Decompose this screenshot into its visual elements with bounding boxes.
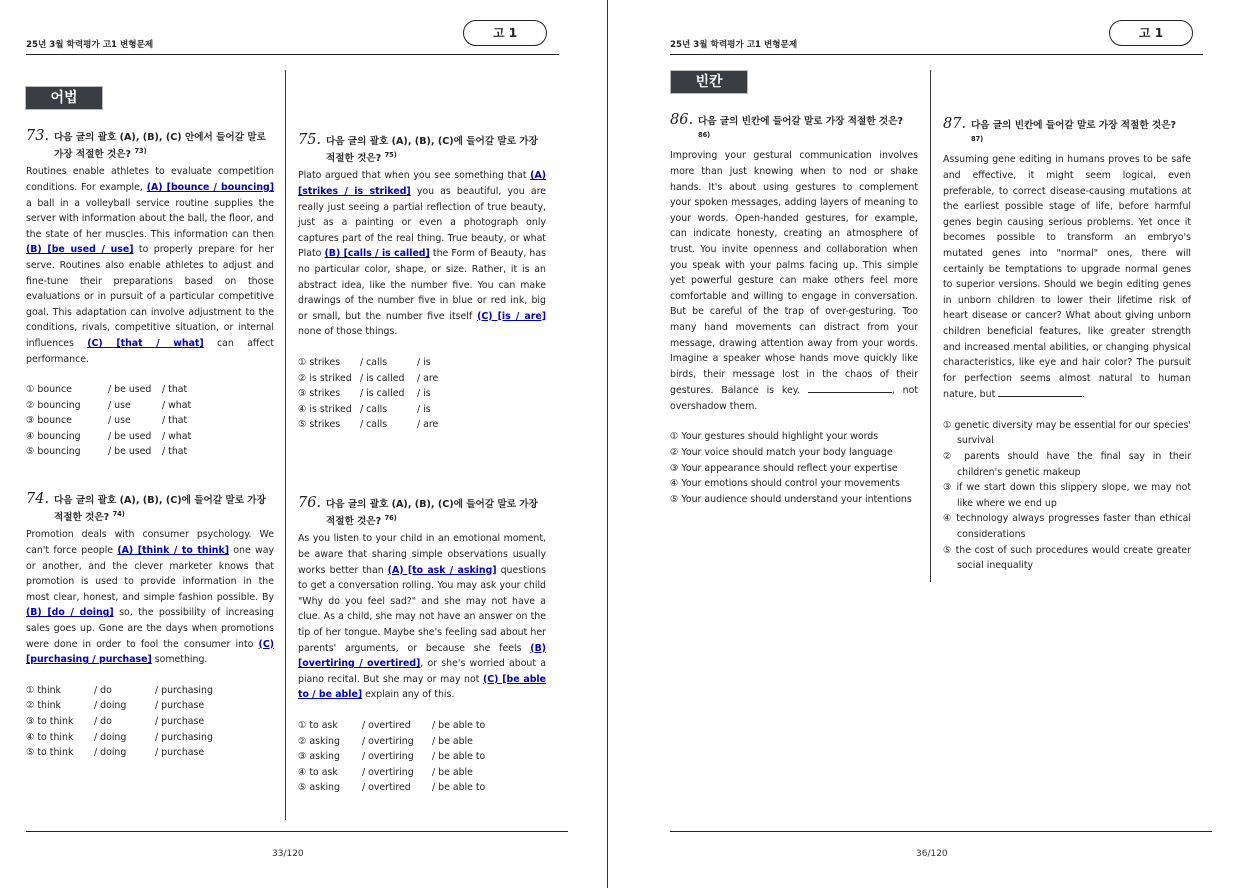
passage: As you listen to your child in an emotional moment, be aware that sharing simple observations usually works better than (A) [to ask / asking] questions to get a conversation rolling. You may ask your child "Why do you feel sad?" and she may not have a clue. As a child, she may not have an answer on the tip of her tongue. Maybe she's feeling sad about her parents' arguments, or because she feels (B) [overtiring / overtired], or she's worried about a piano recital. But she may or may not (C) [be able to / be able] explain any of this. (298, 533, 546, 701)
answer-choice[interactable]: ③ strikes / is called / is (298, 388, 431, 400)
question-number: 73. (26, 128, 50, 144)
question-number: 86. (670, 112, 694, 128)
choice-blank-b[interactable]: (B) [calls / is called] (324, 248, 430, 260)
question-76 (298, 495, 546, 796)
answer-choice[interactable]: ③ to think / do / purchase (26, 715, 205, 727)
page-header: 25년 3월 학력평가 고1 변형문제 (670, 40, 798, 50)
choice-blank-c[interactable]: (C) [purchasing / purchase] (26, 638, 274, 666)
answer-choice[interactable]: ① Your gestures should highlight your words (670, 431, 879, 443)
choice-blank-c[interactable]: (C) [is / are] (477, 310, 546, 322)
answer-choice[interactable]: ② parents should have the final say in their children's genetic makeup (943, 451, 1191, 478)
column-divider (930, 70, 931, 582)
right-page (614, 0, 1226, 888)
answer-choice[interactable]: ② bouncing / use / what (26, 399, 192, 411)
answer-choice[interactable]: ⑤ asking / overtired / be able to (298, 782, 486, 794)
answer-blank (808, 382, 892, 393)
question-title: 다음 글의 괄호 (A), (B), (C)에 들어갈 말로 가장 적절한 것은? (326, 499, 538, 527)
question-number: 75. (298, 132, 322, 148)
header-rule (670, 54, 1203, 55)
answer-choice[interactable]: ② is striked / is called / are (298, 372, 439, 384)
footnote-ref: 86) (698, 130, 711, 139)
question-87 (943, 116, 1191, 574)
question-86 (670, 112, 918, 507)
answer-choice[interactable]: ① strikes / calls / is (298, 356, 431, 368)
question-number: 87. (943, 116, 967, 132)
answer-choices (26, 683, 274, 761)
answer-choice[interactable]: ④ bouncing / be used / what (26, 430, 192, 442)
answer-choice[interactable]: ① bounce / be used / that (26, 384, 188, 396)
answer-choices (943, 418, 1191, 574)
answer-choice[interactable]: ③ bounce / use / that (26, 415, 188, 427)
footnote-ref: 74) (112, 509, 125, 518)
choice-blank-a[interactable]: (A) [bounce / bouncing] (146, 181, 274, 193)
footer-rule (670, 831, 1212, 832)
answer-choice[interactable]: ① genetic diversity may be essential for our species' survival (943, 419, 1191, 447)
answer-choice[interactable]: ⑤ Your audience should understand your intentions (670, 493, 912, 505)
answer-choice[interactable]: ② think / doing / purchase (26, 700, 205, 712)
answer-choice[interactable]: ④ to ask / overtiring / be able (298, 766, 473, 778)
question-title: 다음 글의 빈칸에 들어갈 말로 가장 적절한 것은? (698, 116, 904, 127)
question-title: 다음 글의 빈칸에 들어갈 말로 가장 적절한 것은? (971, 120, 1177, 131)
question-heading (670, 112, 918, 145)
question-73 (26, 128, 274, 460)
answer-choice[interactable]: ① to ask / overtired / be able to (298, 719, 486, 731)
left-page (0, 0, 612, 888)
question-title: 다음 글의 괄호 (A), (B), (C)에 들어갈 말로 가장 적절한 것은? (326, 136, 538, 164)
answer-choice[interactable]: ③ asking / overtiring / be able to (298, 751, 486, 763)
choice-blank-a[interactable]: (A) [strikes / is striked] (298, 170, 546, 197)
answer-choice[interactable]: ③ if we start down this slippery slope, we may not like where we end up (943, 482, 1191, 509)
passage: Routines enable athletes to evaluate competition conditions. For example, (A) [bounce / bouncing] a ball in a volleyball service routine supplies the server with information about the ball, the floor, and the state of her muscles. This information can then (B) [be used / use] to properly prepare for her serve. Routines also enable athletes to adjust and fine-tune their preparations based on those evaluations or in pursuit of a particular competitive goal. This adaptation can involve adjustment to the conditions, rivals, competitive situation, or internal influences (C) [that / what] can affect performance. (26, 166, 274, 365)
answer-choice[interactable]: ④ technology always progresses faster than ethical considerations (943, 513, 1191, 541)
footnote-ref: 76) (384, 513, 397, 522)
question-heading (26, 128, 274, 161)
answer-choice[interactable]: ④ is striked / calls / is (298, 403, 431, 415)
section-badge: 어법 (25, 86, 103, 110)
answer-choices (298, 718, 546, 796)
choice-blank-c[interactable]: (C) [be able to / be able] (298, 673, 546, 701)
page-spine (607, 0, 608, 888)
answer-choice[interactable]: ④ to think / doing / purchasing (26, 731, 213, 743)
question-heading (943, 116, 1191, 149)
answer-choice[interactable]: ① think / do / purchasing (26, 684, 213, 696)
question-74 (26, 491, 274, 761)
question-number: 74. (26, 491, 50, 507)
answer-choice[interactable]: ③ Your appearance should reflect your expertise (670, 462, 898, 474)
question-heading (298, 132, 546, 165)
question-heading (298, 495, 546, 528)
question-number: 76. (298, 495, 322, 511)
page-header: 25년 3월 학력평가 고1 변형문제 (26, 40, 154, 50)
question-heading (26, 491, 274, 524)
question-75 (298, 132, 546, 433)
grade-badge: 고 1 (463, 20, 547, 46)
answer-choices (26, 382, 274, 460)
footnote-ref: 75) (384, 150, 397, 159)
passage: Assuming gene editing in humans proves to be safe and effective, it might seem logical, even preferable, to correct disease-causing mutations at the earliest possible stage of life, before harmful genes begin causing serious problems. Yet once it becomes possible to transform an embryo's mutated genes into "normal" ones, there will certainly be temptations to upgrade normal genes to superior versions. Should we begin editing genes in unborn children to lower their lifetime risk of heart disease or cancer? What about giving unborn children beneficial features, like greater strength and increased mental abilities, or changing physical characteristics, like eye and hair color? The pursuit for perfection seems almost natural to human nature, but . (943, 154, 1191, 401)
answer-choices (670, 429, 918, 507)
answer-choice[interactable]: ④ Your emotions should control your movements (670, 478, 900, 490)
header-rule (26, 54, 559, 55)
choice-blank-a[interactable]: (A) [think / to think] (117, 544, 229, 556)
passage: Plato argued that when you see something that (A) [strikes / is striked] you as beautiful, you are really just seeing a partial reflection of true beauty, just as a painting or even a photograph only captures part of the real thing. True beauty, or what Plato (B) [calls / is called] the Form of Beauty, has no particular color, shape, or size. Rather, it is an abstract idea, like the number five. You can make drawings of the number five in blue or red ink, big or small, but the number five itself (C) [is / are] none of those things. (298, 170, 546, 338)
footer-rule (26, 831, 568, 832)
answer-choices (298, 355, 546, 433)
passage: Promotion deals with consumer psychology. We can't force people (A) [think / to think] one way or another, and the clever marketer knows that promotion is used to provide information in the most clear, honest, and simple fashion possible. By (B) [do / doing] so, the possibility of increasing sales goes up. Gone are the days when promotions were done in order to fool the consumer into (C) [purchasing / purchase] something. (26, 529, 274, 666)
passage: Improving your gestural communication involves more than just knowing when to nod or shake hands. It's about using gestures to complement your spoken messages, adding layers of meaning to your words. Open-handed gestures, for example, can indicate honesty, creating an atmosphere of trust. You invite openness and collaboration when you speak with your palms facing up. This simple yet powerful gesture can make others feel more comfortable and willing to engage in conversation. But be careful of the trap of over-gesturing. Too many hand movements can distract from your message, drawing attention away from your words. Imagine a speaker whose hands move quickly like birds, their message lost in the chaos of their gestures. Balance is key. , not overshadow them. (670, 150, 918, 412)
choice-blank-c[interactable]: (C) [that / what] (87, 337, 204, 349)
grade-badge: 고 1 (1109, 20, 1193, 46)
answer-choice[interactable]: ⑤ the cost of such procedures would create greater social inequality (943, 544, 1191, 572)
answer-choice[interactable]: ② Your voice should match your body language (670, 447, 893, 459)
choice-blank-a[interactable]: (A) [to ask / asking] (387, 564, 497, 576)
answer-choice[interactable]: ⑤ bouncing / be used / that (26, 446, 188, 458)
column-divider (285, 70, 286, 820)
choice-blank-b[interactable]: (B) [overtiring / overtired] (298, 642, 546, 670)
answer-blank (998, 386, 1082, 397)
question-title: 다음 글의 괄호 (A), (B), (C) 안에서 들어갈 말로 가장 적절한 것은? (54, 132, 266, 160)
choice-blank-b[interactable]: (B) [do / doing] (26, 607, 114, 619)
page-number: 36/120 (916, 849, 948, 859)
footnote-ref: 87) (971, 134, 984, 143)
answer-choice[interactable]: ⑤ to think / doing / purchase (26, 747, 205, 759)
footnote-ref: 73) (134, 146, 147, 155)
answer-choice[interactable]: ⑤ strikes / calls / are (298, 419, 439, 431)
question-title: 다음 글의 괄호 (A), (B), (C)에 들어갈 말로 가장 적절한 것은? (54, 495, 266, 523)
answer-choice[interactable]: ② asking / overtiring / be able (298, 735, 473, 747)
page-number: 33/120 (272, 849, 304, 859)
choice-blank-b[interactable]: (B) [be used / use] (26, 244, 134, 256)
section-badge: 빈칸 (670, 70, 748, 94)
